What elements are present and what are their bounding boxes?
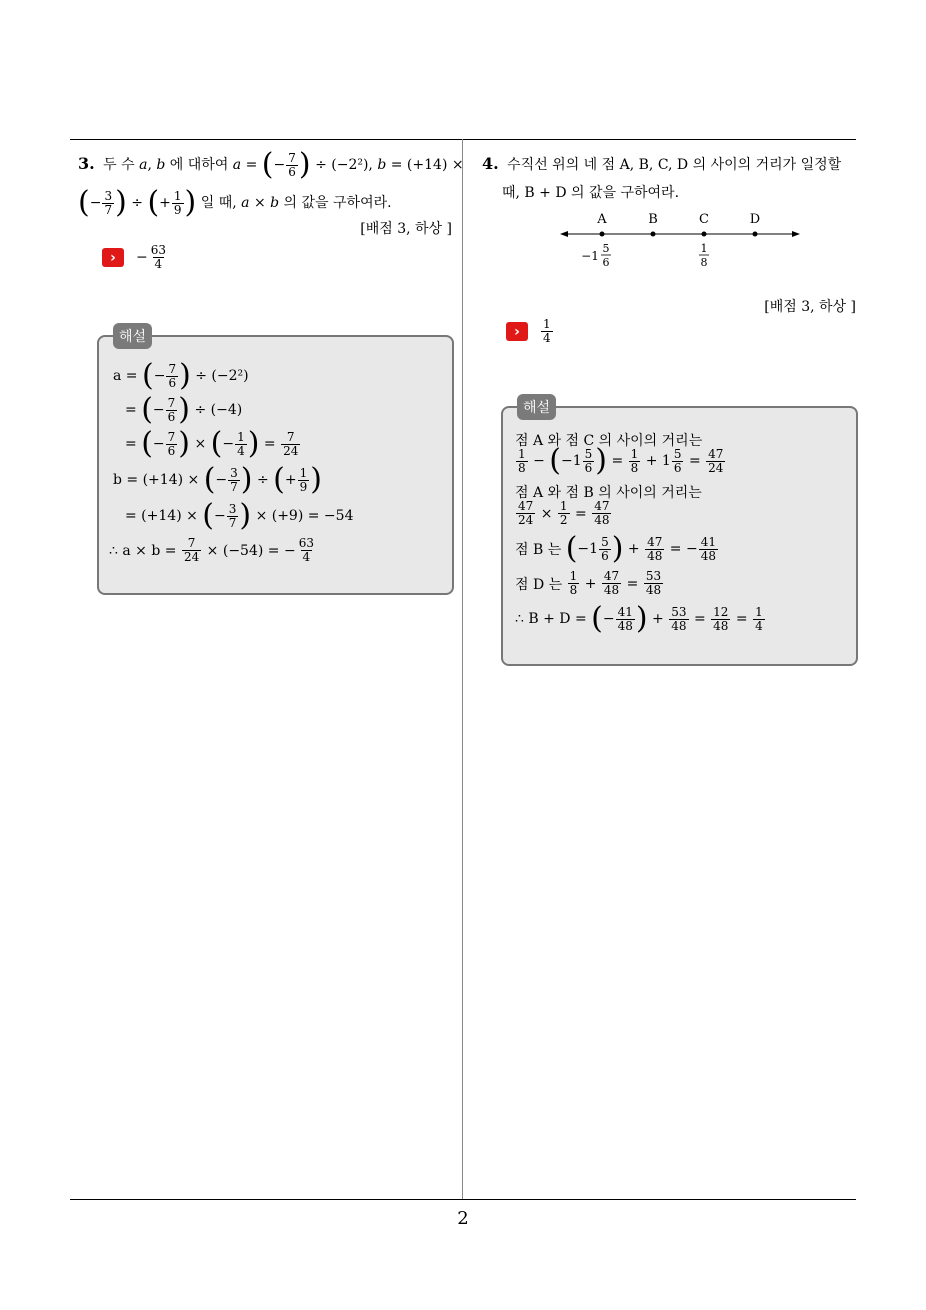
q4-sol-eq5: ∴ B + D = ( − $\frac{41}{48}$ ) + $\frac{53}{48}$ = $\frac{12}{48}$ = $\frac{1}{4}$ xyxy=(515,601,763,636)
label-b: B xyxy=(648,212,658,227)
q4-line2: 때, B + D 의 값을 구하여라. xyxy=(502,185,680,201)
q3-answer: › − $\frac{63}{4}$ xyxy=(102,244,456,271)
number-line xyxy=(560,208,800,268)
q4-line1 xyxy=(482,150,860,179)
q4-number: 4. xyxy=(482,154,499,173)
q3-sol-line2: = ( − $\frac{7}{6}$ ) ÷ (−4) xyxy=(125,392,243,427)
expr: (−2²), xyxy=(331,157,373,173)
column-divider xyxy=(462,139,463,1200)
label-a-num: 5 xyxy=(602,242,610,255)
point-c xyxy=(702,232,707,237)
q3-text: 일 때, xyxy=(200,195,237,211)
label-c-num: 1 xyxy=(700,242,708,255)
q3-line1: 3. 두 수 a, b 에 대하여 a = (− $\frac{7}{6}$ ) ÷ (−2²), b = (+14) × xyxy=(78,147,464,182)
q3-sol-line1: a = ( − $\frac{7}{6}$ ) ÷ (−2²) xyxy=(113,358,249,393)
point-a xyxy=(600,232,605,237)
q4-sol-text2: 점 A 와 점 B 의 사이의 거리는 xyxy=(515,485,702,501)
q3-text: 의 값을 구하여라. xyxy=(283,195,392,211)
q3-line2: (− $\frac{3}{7}$ ) ÷ (+ $\frac{1}{9}$ ) 일 때, a × b 의 값을 구하여라. xyxy=(78,185,392,220)
q3-solution-box xyxy=(97,329,454,595)
q3-sol-line3: = ( − $\frac{7}{6}$ ) × ( − $\frac{1}{4}$ ) = $\frac{7}{24}$ xyxy=(125,426,299,461)
solution-tag: 해설 xyxy=(113,323,152,349)
bottom-rule xyxy=(70,1199,856,1200)
q4-sol-eq1: $\frac{1}{8}$ − ( −1 $\frac{5}{6}$ ) = $\frac{1}{8}$ + 1 $\frac{5}{6}$ = $\frac{47}{24}$ xyxy=(518,443,724,478)
expr: = (+14) × xyxy=(390,157,464,173)
q4-sol-eq2: $\frac{47}{24}$ × $\frac{1}{2}$ = $\frac{47}{48}$ xyxy=(518,499,610,527)
div: ÷ xyxy=(315,157,327,173)
q4-sol-text1: 점 A 와 점 C 의 사이의 거리는 xyxy=(515,433,703,449)
q3-text: 두 수 xyxy=(103,157,135,173)
label-d: D xyxy=(749,212,761,227)
minus: − xyxy=(273,157,286,173)
answer-arrow-icon: › xyxy=(506,322,528,341)
point-b xyxy=(651,232,656,237)
q3-meta: [배점 3, 하상 ] xyxy=(360,221,452,237)
top-rule xyxy=(70,139,856,140)
q4-text: 수직선 위의 네 점 A, B, C, D 의 사이의 거리가 일정할 xyxy=(507,157,842,173)
eq: = xyxy=(245,157,258,173)
fraction: $\frac{3}{7}$ xyxy=(104,188,113,217)
solution-tag: 해설 xyxy=(517,394,556,420)
q4-sol-eq3: 점 B 는 ( −1 $\frac{5}{6}$ ) + $\frac{47}{48}$ = − $\frac{41}{48}$ xyxy=(515,531,716,566)
var-b: b xyxy=(377,157,387,173)
q4-meta: [배점 3, 하상 ] xyxy=(764,299,856,315)
label-c: C xyxy=(699,212,709,227)
q3-sol-line4: b = (+14) × ( − $\frac{3}{7}$ ) ÷ ( + $\frac{1}{9}$ ) xyxy=(113,462,322,497)
label-c-den: 8 xyxy=(700,256,708,268)
fraction: $\frac{7}{6}$ xyxy=(288,150,296,179)
answer-arrow-icon: › xyxy=(102,248,124,267)
var-a: a xyxy=(232,157,242,173)
label-a-den: 6 xyxy=(602,256,610,268)
label-a-whole: −1 xyxy=(581,249,599,263)
q4-sol-eq4: 점 D 는 $\frac{1}{8}$ + $\frac{47}{48}$ = $\frac{53}{48}$ xyxy=(515,569,662,597)
label-a: A xyxy=(597,212,607,227)
q3-sol-line5: = (+14) × ( − $\frac{3}{7}$ ) × (+9) = −54 xyxy=(125,498,354,533)
var-b: b xyxy=(156,157,166,173)
fraction: $\frac{1}{9}$ xyxy=(173,188,182,217)
point-d xyxy=(753,232,758,237)
q4-solution-box xyxy=(501,400,858,666)
q3-text: 에 대하여 xyxy=(169,157,229,173)
var-a: a xyxy=(139,157,148,173)
q3-sol-line6: ∴ a × b = $\frac{7}{24}$ × (−54) = − $\frac{63}{4}$ xyxy=(109,536,314,564)
page-number: 2 xyxy=(457,1208,469,1229)
question-4 xyxy=(482,150,860,345)
q4-answer: › $\frac{1}{4}$ xyxy=(506,318,554,345)
question-3 xyxy=(78,147,464,271)
q3-number: 3. xyxy=(78,154,95,173)
